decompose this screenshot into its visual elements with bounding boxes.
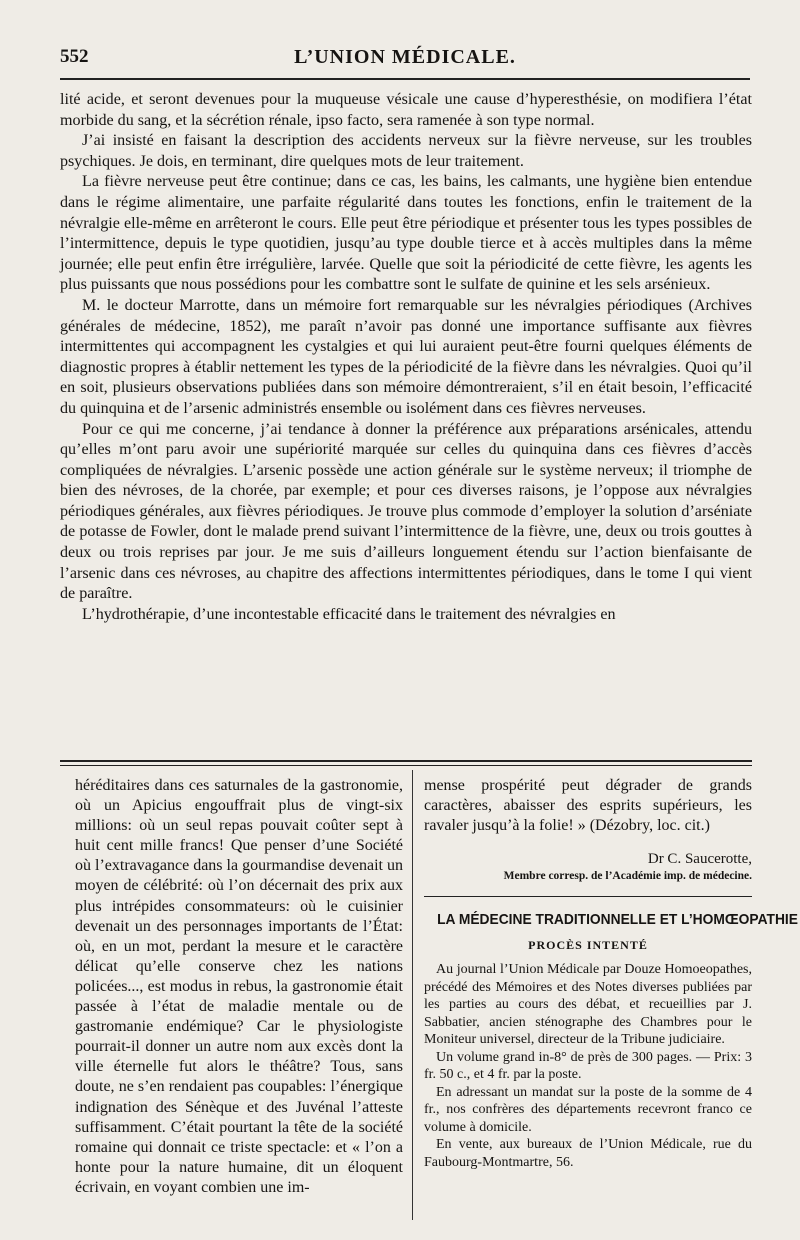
notice-paragraph: En vente, aux bureaux de l’Union Médicale, rue du Faubourg-Montmartre, 56. — [424, 1137, 752, 1170]
notice-body — [424, 961, 752, 1171]
main-article — [60, 90, 752, 625]
article-paragraph: L’hydrothérapie, d’une incontestable efficacité dans le traitement des névralgies en — [82, 605, 616, 623]
header-rule — [60, 78, 750, 80]
page-header — [60, 46, 750, 76]
running-title: L’UNION MÉDICALE. — [294, 46, 516, 68]
notice-subtitle: PROCÈS INTENTÉ — [528, 938, 648, 953]
author-signature: Dr C. Saucerotte, — [647, 851, 752, 868]
notice-title: LA MÉDECINE TRADITIONNELLE ET L’HOMŒOPATHIE — [437, 911, 798, 929]
notice-paragraph: En adressant un mandat sur la poste de la somme de 4 fr., nos confrères des départements recevront franco ce volume à domicile. — [424, 1084, 752, 1135]
article-paragraph: La fièvre nerveuse peut être continue; dans ce cas, les bains, les calmants, une hygiène bien entendue dans le régime alimentaire, une parfaite régularité dans toutes les fonctions, enfin le traitement de la névralgie elle-même en arrêteront le cours. Elle peut être périodique et présenter tous les types possibles de l’intermittence, depuis le type quotidien, jusqu’au type double tierce et à accès multiples dans la même journée; elle peut enfin être irrégulière, larvée. Quelle que soit la périodicité de cette fièvre, les agents les plus puissants que nous possédions pour les combattre sont le sulfate de quinine et les sels arsénieux. — [60, 173, 752, 294]
feuilleton-rule — [60, 760, 752, 766]
right-column — [424, 776, 798, 1171]
article-paragraph: Pour ce qui me concerne, j’ai tendance à donner la préférence aux préparations arsénicales, attendu qu’elles m’ont paru avoir une supériorité marquée sur celles du quinquina dans ces fièvres d’accès compliquées de névralgies. L’arsenic possède une action générale sur le système nerveux; il triomphe de bien des névroses, de la chorée, par exemple; et pour ces diverses raisons, je l’oppose aux névralgies périodiques générales, aux fièvres périodiques. Je trouve plus commode d’employer la solution d’arséniate de potasse de Fowler, dont le malade prend suivant l’intermittence de la fièvre, une, deux ou trois gouttes à deux ou trois reprises par jour. Je me suis d’ailleurs longuement étendu sur l’action bienfaisante de l’arsenic dans ces névroses, au chapitre des affections intermittentes périodiques, dans le tome I qui vient de paraître. — [60, 420, 752, 603]
feuilleton-column: héréditaires dans ces saturnales de la gastronomie, où un Apicius engouffrait plus de vingt-six millions: où un seul repas pouvait coûter sept à huit cent mille francs! Que penser d’une Société où l’extravagance dans la gourmandise devenait un moyen de célébrité: où l’on décernait des prix aux plus intrépides consommateurs: où le cuisinier devenait un des personnages importants de l’État: où, en un mot, perdant la mesure et le caractère délicat qu’elle conserve chez les nations policées..., est modus in rebus, la gastronomie était passée à l’état de maladie mentale ou de gastromanie endémique? Car le physiologiste pourrait-il donner un autre nom aux excès dont la ville éternelle fut alors le théâtre? Tous, sans doute, ne s’en rendaient pas coupables: l’énergique indignation des Sénèque et des Juvénal l’atteste suffisamment. C’était pourtant la tête de la société romaine qui donnait ce triste spectacle: et « l’on a honte pour la nature humaine, dit un éloquent écrivain, en voyant combien une im- — [75, 777, 403, 1196]
notice-rule — [424, 896, 752, 897]
page-number: 552 — [60, 46, 89, 67]
feuilleton-continuation: mense prospérité peut dégrader de grands caractères, abaisser des esprits supérieurs, les ravaler jusqu’à la folie! » (Dézobry, loc. cit.) — [424, 777, 752, 835]
article-paragraph: M. le docteur Marrotte, dans un mémoire fort remarquable sur les névralgies périodiques (Archives générales de médecine, 1852), me paraît n’avoir pas donné une importance suffisante aux fièvres intermittentes qui accompagnent les cystalgies et qui lui auraient peut-être fourni quelques éléments de diagnostic propres à établir nettement les types de la périodicité de la fièvre dans les névralgies. Quoi qu’il en soit, plusieurs observations publiées dans son mémoire démontreraient, s’il en était besoin, l’efficacité du quinquina et de l’arsenic administrés ensemble ou isolément dans ces fièvres nerveuses. — [60, 296, 752, 417]
article-paragraph: lité acide, et seront devenues pour la muqueuse vésicale une cause d’hyperesthésie, on modifiera l’état morbide du sang, et la sécrétion rénale, ipso facto, sera ramenée à son type normal. — [60, 91, 752, 129]
author-title: Membre corresp. de l’Académie imp. de médecine. — [503, 870, 752, 883]
notice-paragraph: Un volume grand in-8° de près de 300 pages. — Prix: 3 fr. 50 c., et 4 fr. par la poste. — [424, 1049, 752, 1083]
column-divider — [412, 770, 413, 1220]
article-paragraph: J’ai insisté en faisant la description des accidents nerveux sur la fièvre nerveuse, sur les troubles psychiques. Je dois, en terminant, dire quelques mots de leur traitement. — [60, 132, 752, 170]
notice-paragraph: Au journal l’Union Médicale par Douze Homoeopathes, précédé des Mémoires et des Notes diverses publiées par les parties au cours des débat, et recueillies par J. Sabbatier, ancien sténographe des Chambres pour le Moniteur universel, directeur de la Tribune judiciaire. — [424, 962, 752, 1048]
